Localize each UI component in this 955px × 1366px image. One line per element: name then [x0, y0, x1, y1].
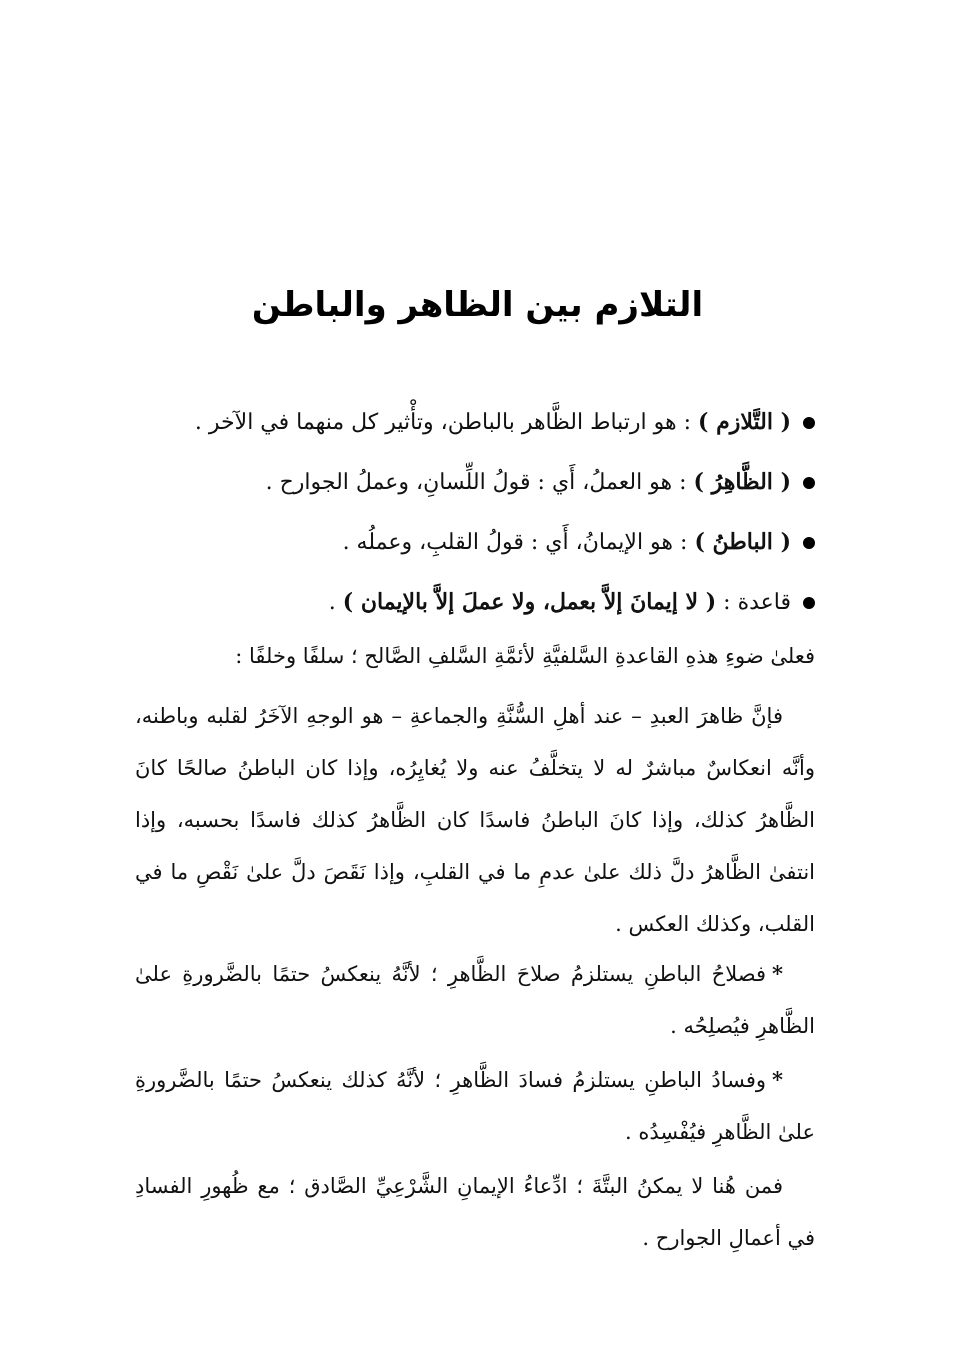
- definition-text: : هو ارتباط الظَّاهر بالباطن، وتأْثير كل منهما في الآخر .: [194, 410, 692, 435]
- main-paragraph: فإنَّ ظاهرَ العبدِ – عند أهلِ السُّنَّةِ والجماعةِ – هو الوجهِ الآخَرُ لقلبه وباطنه، وأنَّه انعكاسٌ مباشرٌ له لا يتخلَّفُ عنه ولا يُغايِرُه، وإذا كان الباطنُ صالحًا كانَ الظَّاهرُ كذلك، وإذا كانَ الباطنُ فاسدًا كان الظَّاهرُ كذلك فاسدًا بحسبه، وإذا انتفىٰ الظَّاهرُ دلَّ ذلك علىٰ عدمِ ما في القلبِ، وإذا نَقَصَ دلَّ علىٰ نَقْصِ ما في القلب، وكذلك العكس .: [135, 704, 815, 936]
- definition-term: ( الظَّاهِرُ ): [693, 469, 791, 495]
- definition-term: ( التَّلازم ): [698, 409, 791, 435]
- paragraph-text: فصلاحُ الباطنِ يستلزمُ صلاحَ الظَّاهرِ ؛ لأنَّهُ ينعكسُ حتمًا بالضَّرورةِ علىٰ الظَّاهرِ فيُصلِحُه .: [135, 962, 815, 1038]
- star-paragraph-1: [135, 948, 815, 1052]
- definition-zahir: [135, 452, 815, 512]
- bullet-icon: [803, 597, 815, 609]
- closing-paragraph: فمن هُنا لا يمكنُ البتَّةَ ؛ ادِّعاءُ الإيمانِ الشَّرْعِيِّ الصَّادق ؛ مع ظُهورِ الفسادِ في أعمالِ الجوارح .: [135, 1174, 815, 1250]
- intro-paragraph: فعلىٰ ضوءِ هذهِ القاعدةِ السَّلفيَّةِ لأئمَّةِ السَّلفِ الصَّالح ؛ سلفًا وخلفًا :: [235, 644, 815, 668]
- rule-text: ( لا إيمانَ إلاَّ بعمل، ولا عملَ إلاَّ بالإيمان ): [342, 589, 717, 615]
- paragraph-text: وفسادُ الباطنِ يستلزمُ فسادَ الظَّاهرِ ؛ لأنَّهُ كذلك ينعكسُ حتمًا بالضَّرورةِ علىٰ الظَّاهرِ فيُفْسِدُه .: [135, 1068, 815, 1144]
- rule-prefix: قاعدة :: [723, 590, 791, 615]
- star-paragraph-2: [135, 1054, 815, 1158]
- definition-text: : هو الإيمانُ، أَي : قولُ القلبِ، وعملُه .: [342, 530, 688, 555]
- page-title: التلازم بين الظاهر والباطن: [251, 284, 704, 325]
- rule-line: [135, 572, 815, 632]
- rule-end: .: [328, 590, 336, 615]
- asterisk-icon: *: [772, 1067, 783, 1092]
- asterisk-icon: *: [772, 961, 783, 986]
- bullet-icon: [803, 537, 815, 549]
- definition-term: ( الباطنُ ): [694, 529, 791, 555]
- bullet-icon: [803, 477, 815, 489]
- definitions-list: [135, 392, 815, 632]
- definition-text: : هو العملُ، أَي : قولُ اللِّسانِ، وعملُ الجوارح .: [265, 470, 687, 495]
- definition-talazum: [135, 392, 815, 452]
- definition-batin: [135, 512, 815, 572]
- bullet-icon: [803, 417, 815, 429]
